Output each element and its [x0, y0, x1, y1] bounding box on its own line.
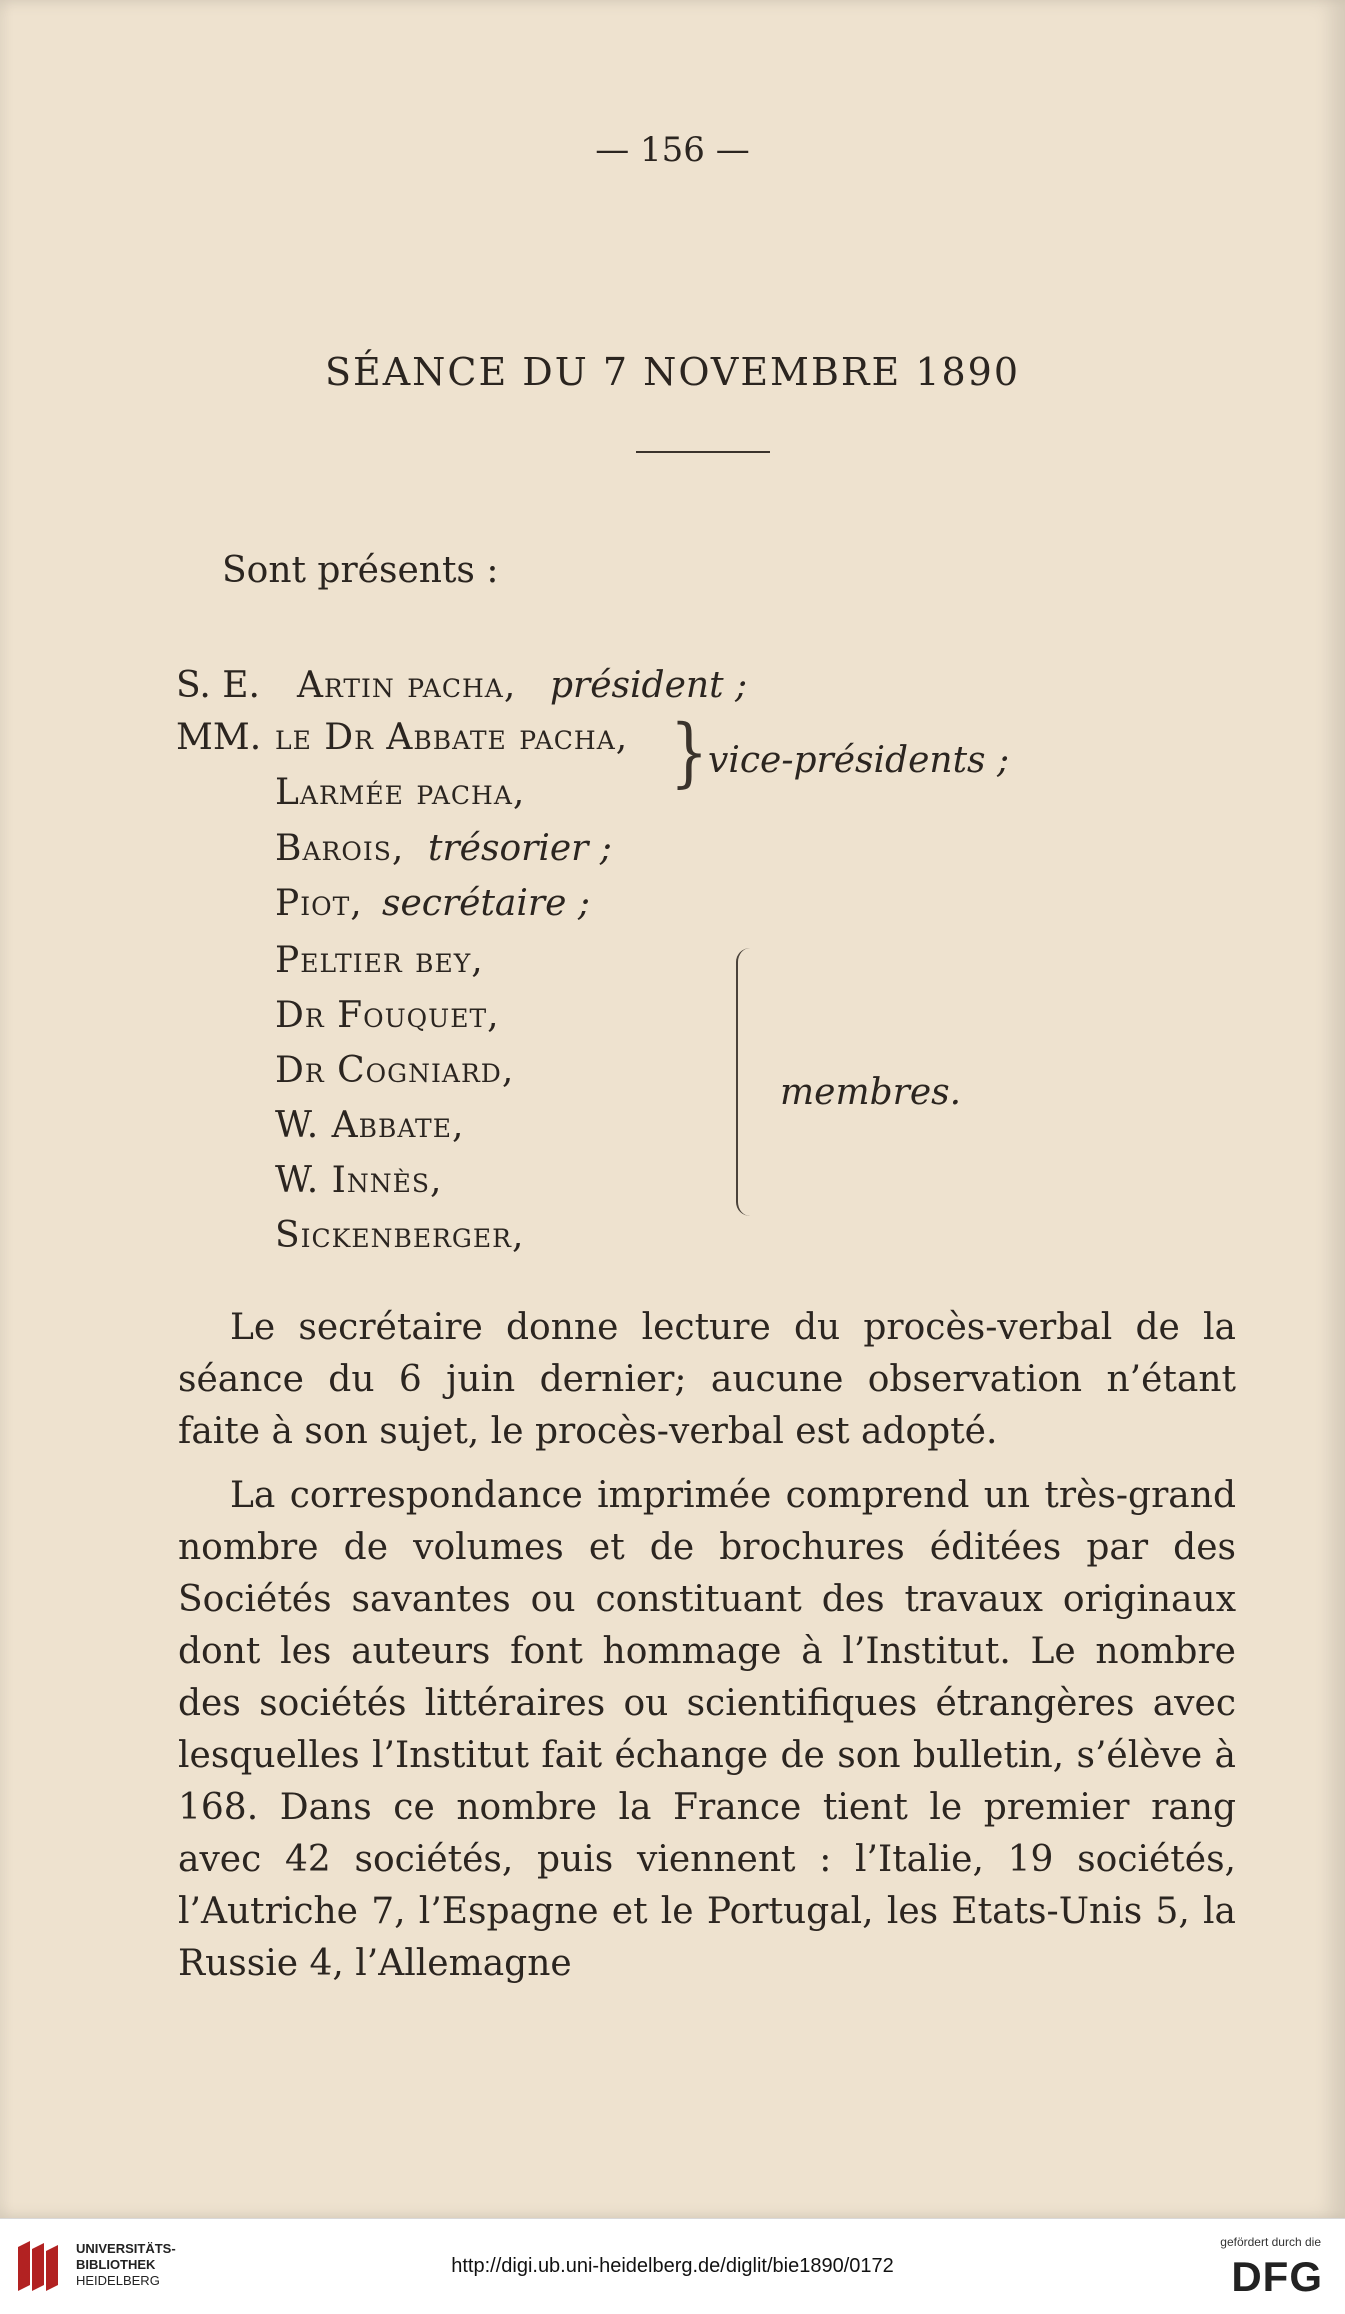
member-name: Sickenberger,	[275, 1215, 525, 1256]
member-name: Peltier bey,	[275, 940, 484, 981]
library-name-line: HEIDELBERG	[76, 2273, 160, 2288]
paragraph-correspondence	[178, 1470, 1236, 1990]
footer-bar	[0, 2218, 1345, 2314]
member-role: trésorier ;	[428, 828, 612, 869]
dfg-logo: DFG	[1231, 2253, 1323, 2300]
member-name: Dr Cogniard,	[275, 1050, 515, 1091]
vice-presidents-label: vice-présidents ;	[708, 740, 1010, 781]
member-name: Artin pacha,	[297, 665, 517, 706]
paragraph-text: Le secrétaire donne lecture du procès-verbal de la séance du 6 juin dernier; aucune observation n’étant faite à son sujet, le procès-verbal est adopté.	[178, 1307, 1236, 1452]
member-name: W. Innès,	[275, 1160, 443, 1201]
member-name: Piot,	[275, 883, 363, 924]
present-intro: Sont présents :	[222, 550, 499, 591]
dfg-credit: gefördert durch die	[1220, 2235, 1321, 2249]
source-url[interactable]: http://digi.ub.uni-heidelberg.de/diglit/bie1890/0172	[451, 2255, 894, 2277]
paragraph-text: La correspondance imprimée comprend un très-grand nombre de volumes et de brochures éditées par des Sociétés savantes ou constituant des travaux originaux dont les auteurs font hommage à l’Institut. Le nombre des sociétés littéraires ou scientifiques étrangères avec lesquelles l’Institut fait échange de son bulletin, s’élève à 168. Dans ce nombre la France tient le premier rang avec 42 sociétés, puis viennent : l’Italie, 19 sociétés, l’Autriche 7, l’Espagne et le Portugal, les Etats-Unis 5, la Russie 4, l’Allemagne	[178, 1475, 1236, 1984]
page-number: — 156 —	[595, 130, 750, 170]
vice-presidents-brace: }	[670, 709, 709, 797]
title-rule	[636, 451, 770, 453]
member-role: secrétaire ;	[382, 883, 590, 924]
member-name: Larmée pacha,	[275, 772, 526, 813]
library-name-line: BIBLIOTHEK	[76, 2257, 156, 2272]
members-brace	[736, 948, 752, 1216]
members-label: membres.	[780, 1072, 962, 1113]
paragraph-minutes	[178, 1302, 1236, 1458]
member-name: Barois,	[275, 828, 405, 869]
library-name-line: UNIVERSITÄTS-	[76, 2241, 176, 2256]
member-prefix: MM.	[176, 717, 262, 758]
member-prefix: S. E.	[176, 665, 260, 706]
member-name: Dr Fouquet,	[275, 995, 500, 1036]
session-title: SÉANCE DU 7 NOVEMBRE 1890	[324, 350, 1021, 394]
member-name: le Dr Abbate pacha,	[275, 717, 629, 758]
member-role: président ;	[550, 665, 748, 706]
member-name: W. Abbate,	[275, 1105, 465, 1146]
